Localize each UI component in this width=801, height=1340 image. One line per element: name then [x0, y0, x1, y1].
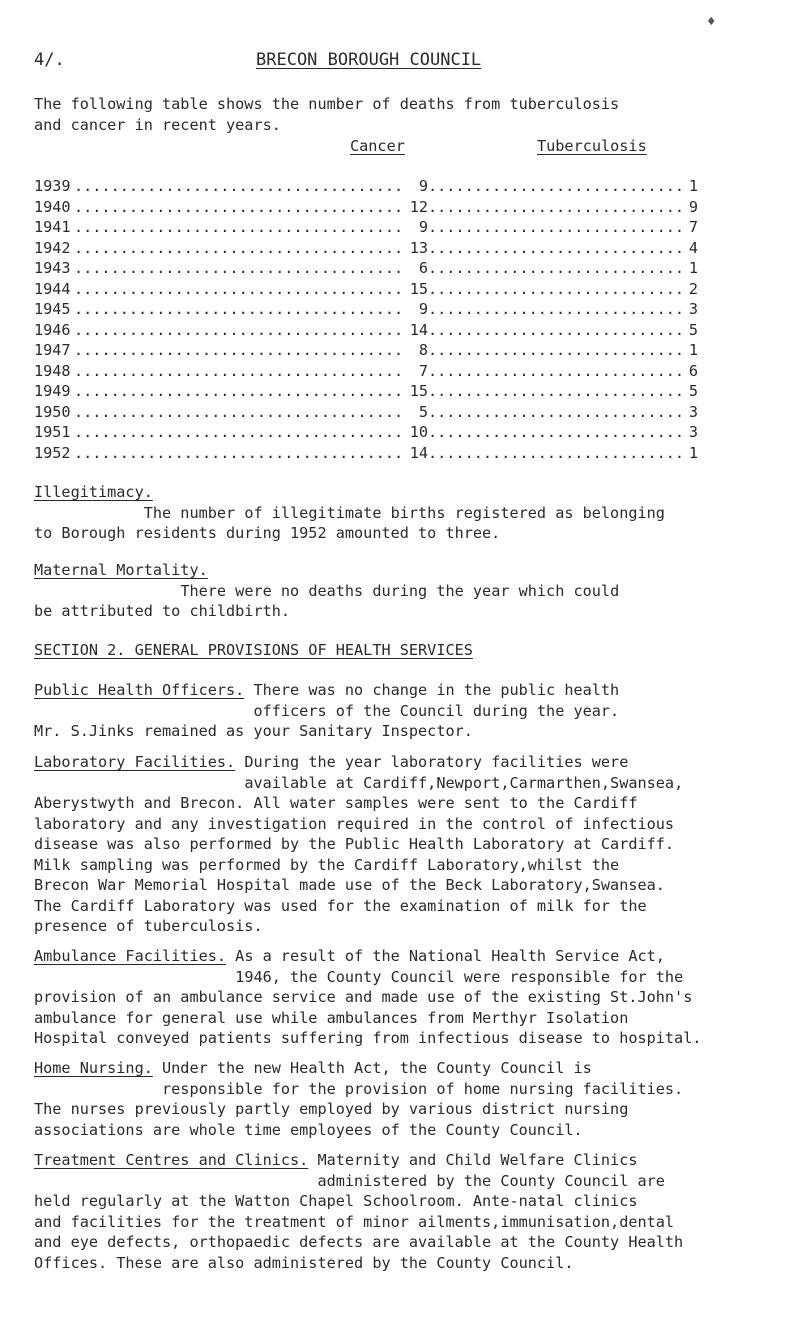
ambulance-line: As a result of the National Health Service Act, — [226, 947, 665, 965]
public-health-heading: Public Health Officers. — [34, 681, 245, 699]
year-cell: 1942 — [34, 238, 71, 257]
tuberculosis-cell: 1 — [688, 443, 698, 462]
table-row — [34, 340, 714, 361]
dot-leader — [428, 422, 686, 443]
public-health-line: There was no change in the public health — [244, 681, 620, 699]
cancer-cell: 9 — [418, 177, 428, 195]
illegitimacy-section — [34, 482, 774, 544]
table-row — [34, 381, 714, 402]
year-cell: 1947 — [34, 341, 71, 359]
column-header-cancer: Cancer — [350, 137, 405, 155]
treatment-line: and eye defects, orthopaedic defects are available at the County Health — [34, 1233, 684, 1251]
tuberculosis-cell: 3 — [688, 300, 698, 318]
dot-leader — [428, 361, 686, 382]
home-nursing-section — [34, 1058, 774, 1140]
laboratory-line: presence of tuberculosis. — [34, 917, 263, 935]
dot-leader — [428, 217, 686, 238]
dot-leader — [74, 197, 404, 218]
intro-text: The following table shows the number of deaths from tuberculosis and cancer in recent years. — [34, 95, 620, 134]
tuberculosis-cell: 7 — [688, 218, 698, 236]
tuberculosis-cell: 5 — [688, 320, 698, 339]
treatment-line: Maternity and Child Welfare Clinics — [308, 1151, 638, 1169]
page-number: 4/. — [34, 50, 65, 70]
dot-leader — [74, 340, 404, 361]
home-nursing-line: Under the new Health Act, the County Council is — [152, 1059, 592, 1077]
tuberculosis-cell: 1 — [688, 341, 698, 359]
treatment-line: Offices. These are also administered by the County Council. — [34, 1253, 574, 1272]
table-row — [34, 320, 714, 341]
dot-leader — [428, 279, 686, 300]
cancer-cell: 14 — [409, 320, 428, 339]
dot-leader — [74, 217, 404, 238]
section-2-heading-block — [34, 640, 774, 661]
dot-leader — [74, 320, 404, 341]
dot-leader — [74, 443, 404, 464]
maternal-body-first: There were no deaths during the year which could — [34, 581, 620, 600]
dot-leader — [74, 176, 404, 197]
illegitimacy-body-rest: to Borough residents during 1952 amounted to three. — [34, 524, 501, 542]
cancer-cell: 7 — [418, 361, 428, 380]
dot-leader — [428, 443, 686, 464]
dot-leader — [74, 402, 404, 423]
table-row — [34, 422, 714, 443]
dot-leader — [428, 320, 686, 341]
dot-leader — [428, 340, 686, 361]
table-row — [34, 197, 714, 218]
ambulance-line: ambulance for general use while ambulances from Merthyr Isolation — [34, 1008, 629, 1027]
dot-leader — [428, 299, 686, 320]
ambulance-section — [34, 946, 774, 1049]
home-nursing-line: The nurses previously partly employed by various district nursing — [34, 1100, 629, 1118]
home-nursing-line: responsible for the provision of home nursing facilities. — [34, 1079, 684, 1098]
year-cell: 1951 — [34, 423, 71, 441]
treatment-heading: Treatment Centres and Clinics. — [34, 1151, 309, 1169]
treatment-line: administered by the County Council are — [34, 1171, 665, 1190]
dot-leader — [74, 238, 404, 259]
tuberculosis-cell: 4 — [688, 238, 698, 257]
tuberculosis-cell: 3 — [688, 423, 698, 441]
laboratory-line: During the year laboratory facilities were — [235, 753, 629, 771]
cancer-cell: 5 — [418, 402, 428, 421]
cancer-cell: 13 — [409, 238, 428, 257]
laboratory-line: laboratory and any investigation required in the control of infectious — [34, 814, 675, 833]
cancer-cell: 15 — [409, 382, 428, 400]
table-row — [34, 238, 714, 259]
dot-leader — [74, 279, 404, 300]
home-nursing-line: associations are whole time employees of the County Council. — [34, 1120, 583, 1139]
public-health-line: officers of the Council during the year. — [34, 701, 620, 720]
ambulance-line: provision of an ambulance service and made use of the existing St.John's — [34, 988, 693, 1006]
tuberculosis-cell: 9 — [688, 197, 698, 216]
maternal-heading: Maternal Mortality. — [34, 561, 208, 579]
treatment-line: held regularly at the Watton Chapel Schoolroom. Ante-natal clinics — [34, 1192, 638, 1210]
year-cell: 1949 — [34, 382, 71, 400]
illegitimacy-body-first: The number of illegitimate births registered as belonging — [34, 503, 665, 522]
year-cell: 1948 — [34, 361, 71, 380]
cancer-cell: 9 — [418, 218, 428, 236]
year-cell: 1943 — [34, 259, 71, 277]
dot-leader — [74, 381, 404, 402]
laboratory-line: The Cardiff Laboratory was used for the examination of milk for the — [34, 896, 647, 915]
tuberculosis-cell: 3 — [688, 402, 698, 421]
ambulance-heading: Ambulance Facilities. — [34, 947, 227, 965]
year-cell: 1944 — [34, 279, 71, 298]
home-nursing-heading: Home Nursing. — [34, 1059, 153, 1077]
corner-mark: ♦ — [707, 14, 716, 30]
table-row — [34, 279, 714, 300]
table-row — [34, 443, 714, 464]
tuberculosis-cell: 1 — [688, 177, 698, 195]
cancer-cell: 9 — [418, 300, 428, 318]
tuberculosis-cell: 5 — [688, 382, 698, 400]
treatment-section — [34, 1150, 774, 1273]
year-cell: 1952 — [34, 443, 71, 462]
page-title: BRECON BOROUGH COUNCIL — [256, 50, 482, 70]
dot-leader — [74, 258, 404, 279]
dot-leader — [428, 402, 686, 423]
column-header-tuberculosis: Tuberculosis — [537, 137, 647, 155]
table-row — [34, 217, 714, 238]
cancer-cell: 15 — [409, 279, 428, 298]
cancer-cell: 12 — [409, 197, 428, 216]
dot-leader — [428, 258, 686, 279]
table-row — [34, 361, 714, 382]
year-cell: 1941 — [34, 218, 71, 236]
cancer-cell: 14 — [409, 443, 428, 462]
page-header — [0, 50, 801, 72]
dot-leader — [428, 176, 686, 197]
cancer-cell: 10 — [409, 423, 428, 441]
cancer-cell: 6 — [418, 259, 428, 277]
ambulance-line: Hospital conveyed patients suffering from infectious disease to hospital. — [34, 1029, 702, 1047]
tuberculosis-cell: 2 — [688, 279, 698, 298]
section-2-heading: SECTION 2. GENERAL PROVISIONS OF HEALTH SERVICES — [34, 641, 473, 659]
table-row — [34, 258, 714, 279]
tuberculosis-cell: 6 — [688, 361, 698, 380]
ambulance-line: 1946, the County Council were responsible for the — [34, 967, 684, 986]
tuberculosis-cell: 1 — [688, 259, 698, 277]
dot-leader — [74, 361, 404, 382]
illegitimacy-heading: Illegitimacy. — [34, 483, 153, 501]
dot-leader — [74, 299, 404, 320]
table-row — [34, 402, 714, 423]
deaths-table — [34, 176, 714, 463]
table-row — [34, 176, 714, 197]
year-cell: 1939 — [34, 177, 71, 195]
year-cell: 1950 — [34, 402, 71, 421]
public-health-section — [34, 680, 774, 742]
laboratory-line: Aberystwyth and Brecon. All water samples were sent to the Cardiff — [34, 794, 638, 812]
year-cell: 1940 — [34, 197, 71, 216]
laboratory-heading: Laboratory Facilities. — [34, 753, 236, 771]
laboratory-section — [34, 752, 774, 937]
laboratory-line: Milk sampling was performed by the Cardiff Laboratory,whilst the — [34, 855, 620, 874]
cancer-cell: 8 — [418, 341, 428, 359]
dot-leader — [428, 197, 686, 218]
public-health-line: Mr. S.Jinks remained as your Sanitary Inspector. — [34, 722, 473, 740]
maternal-body-rest: be attributed to childbirth. — [34, 602, 291, 620]
table-row — [34, 299, 714, 320]
dot-leader — [74, 422, 404, 443]
maternal-section — [34, 560, 774, 622]
year-cell: 1945 — [34, 300, 71, 318]
treatment-line: and facilities for the treatment of minor ailments,immunisation,dental — [34, 1212, 675, 1231]
dot-leader — [428, 238, 686, 259]
year-cell: 1946 — [34, 320, 71, 339]
laboratory-line: available at Cardiff,Newport,Carmarthen,Swansea, — [34, 773, 684, 792]
dot-leader — [428, 381, 686, 402]
laboratory-line: disease was also performed by the Public Health Laboratory at Cardiff. — [34, 835, 675, 853]
laboratory-line: Brecon War Memorial Hospital made use of the Beck Laboratory,Swansea. — [34, 876, 665, 894]
